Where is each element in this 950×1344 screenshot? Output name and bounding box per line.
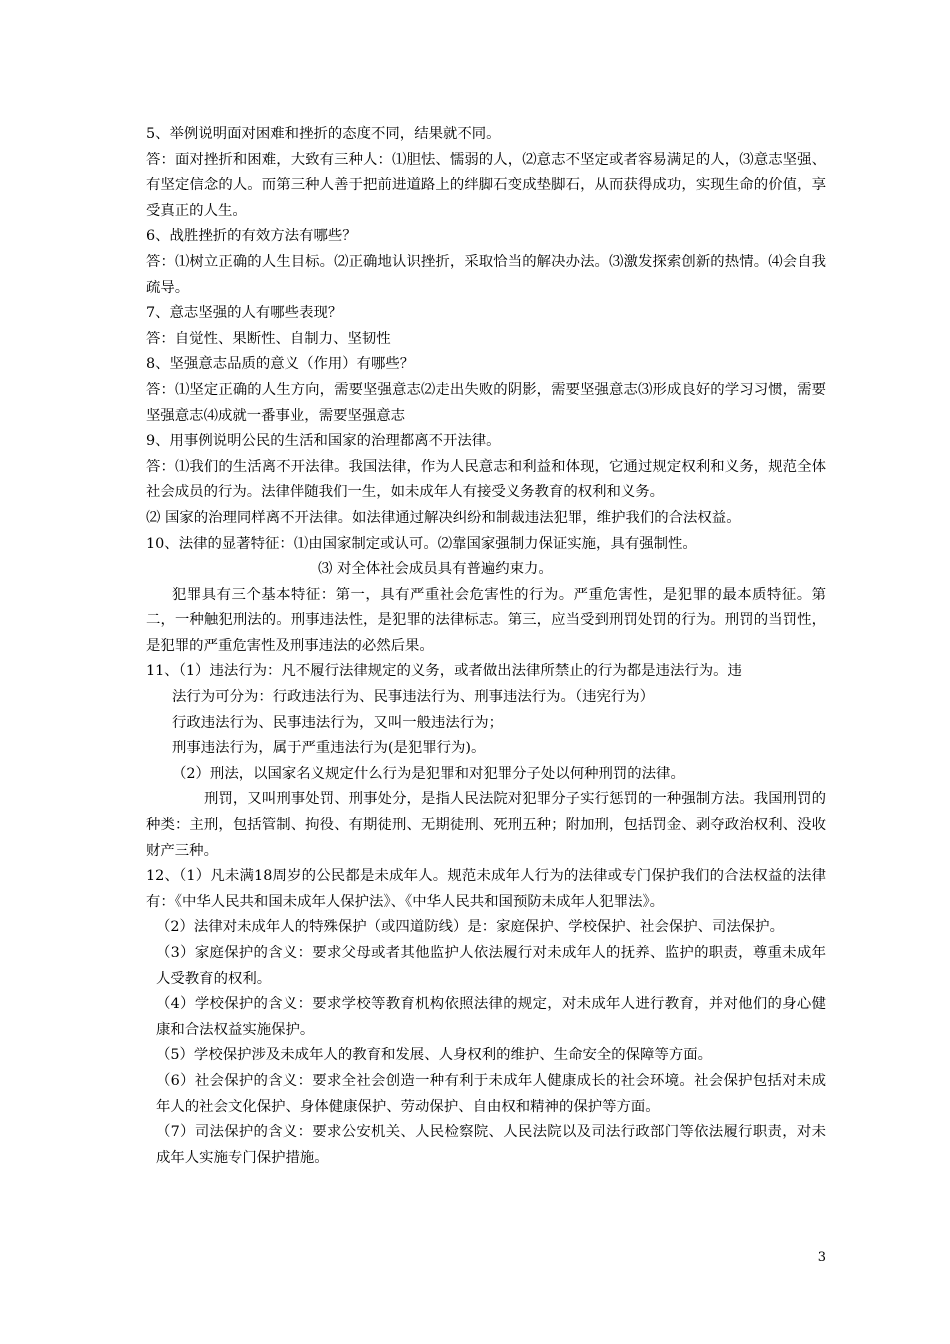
document-body bbox=[146, 122, 826, 1171]
crime-features: 犯罪具有三个基本特征：第一，具有严重社会危害性的行为。严重危害性，是犯罪的最本质特征。第二，一种触犯刑法的。刑事违法性，是犯罪的法律标志。第三，应当受到刑罚处罚的行为。刑罚的当罚性，是犯罪的严重危害性及刑事违法的必然后果。 bbox=[146, 586, 826, 654]
item-12-5: （5）学校保护涉及未成年人的教育和发展、人身权利的维护、生命安全的保障等方面。 bbox=[156, 1047, 713, 1064]
item-12-3: （3）家庭保护的含义：要求父母或者其他监护人依法履行对未成年人的抚养、监护的职责，尊重未成年人受教育的权利。 bbox=[156, 945, 826, 987]
answer-9-part-2: ⑵ 国家的治理同样离不开法律。如法律通过解决纠纷和制裁违法犯罪，维护我们的合法权益。 bbox=[146, 509, 741, 526]
item-12-2: （2）法律对未成年人的特殊保护（或四道防线）是：家庭保护、学校保护、社会保护、司法保护。 bbox=[156, 919, 784, 936]
item-11-1-serious: 刑事违法行为，属于严重违法行为(是犯罪行为)。 bbox=[172, 740, 486, 757]
answer-5: 答：面对挫折和困难，大致有三种人：⑴胆怯、懦弱的人，⑵意志不坚定或者容易满足的人，⑶意志坚强、有坚定信念的人。而第三种人善于把前进道路上的绊脚石变成垫脚石，从而获得成功，实现生命的价值，享受真正的人生。 bbox=[146, 151, 826, 219]
page-number: 3 bbox=[817, 1250, 826, 1265]
penalty-definition: 刑罚，又叫刑事处罚、刑事处分，是指人民法院对犯罪分子实行惩罚的一种强制方法。我国刑罚的种类：主刑，包括管制、拘役、有期徒刑、无期徒刑、死刑五种；附加刑，包括罚金、剥夺政治权利、没收财产三种。 bbox=[146, 791, 826, 859]
question-6: 6、战胜挫折的有效方法有哪些？ bbox=[146, 228, 357, 245]
item-12-6: （6）社会保护的含义：要求全社会创造一种有利于未成年人健康成长的社会环境。社会保护包括对未成年人的社会文化保护、身体健康保护、劳动保护、自由权和精神的保护等方面。 bbox=[156, 1072, 826, 1115]
item-11-1-types: 法行为可分为：行政违法行为、民事违法行为、刑事违法行为。（违宪行为） bbox=[172, 689, 655, 706]
item-12-7: （7）司法保护的含义：要求公安机关、人民检察院、人民法院以及司法行政部门等依法履行职责，对未成年人实施专门保护措施。 bbox=[156, 1124, 826, 1166]
item-11-1: 11、（1）违法行为：凡不履行法律规定的义务，或者做出法律所禁止的行为都是违法行为。违 bbox=[146, 663, 742, 680]
answer-8: 答：⑴坚定正确的人生方向，需要坚强意志⑵走出失败的阴影，需要坚强意志⑶形成良好的学习习惯，需要坚强意志⑷成就一番事业，需要坚强意志 bbox=[146, 381, 826, 424]
item-12-4: （4）学校保护的含义：要求学校等教育机构依照法律的规定，对未成年人进行教育，并对他们的身心健康和合法权益实施保护。 bbox=[156, 996, 826, 1038]
answer-7: 答：自觉性、果断性、自制力、坚韧性 bbox=[146, 330, 391, 347]
question-8: 8、坚强意志品质的意义（作用）有哪些？ bbox=[146, 356, 415, 373]
item-11-1-general: 行政违法行为、民事违法行为，又叫一般违法行为； bbox=[172, 714, 503, 731]
item-12-1: 12、（1）凡未满18周岁的公民都是未成年人。规范未成年人行为的法律或专门保护我们的合法权益的法律有：《中华人民共和国未成年人保护法》、《中华人民共和国预防未成年人犯罪法》。 bbox=[146, 868, 826, 910]
item-11-2: （2）刑法，以国家名义规定什么行为是犯罪和对犯罪分子处以何种刑罚的法律。 bbox=[172, 765, 685, 782]
answer-6: 答：⑴树立正确的人生目标。⑵正确地认识挫折，采取恰当的解决办法。⑶激发探索创新的热情。⑷会自我疏导。 bbox=[146, 253, 826, 296]
question-9: 9、用事例说明公民的生活和国家的治理都离不开法律。 bbox=[146, 433, 501, 450]
item-10-feature-3: ⑶ 对全体社会成员具有普遍约束力。 bbox=[318, 561, 553, 578]
question-5: 5、举例说明面对困难和挫折的态度不同，结果就不同。 bbox=[146, 126, 501, 142]
question-7: 7、意志坚强的人有哪些表现？ bbox=[146, 305, 343, 322]
item-10: 10、法律的显著特征：⑴由国家制定或认可。⑵靠国家强制力保证实施，具有强制性。 bbox=[146, 535, 697, 552]
answer-9-part-1: 答：⑴我们的生活离不开法律。我国法律，作为人民意志和利益和体现，它通过规定权利和义务，规范全体社会成员的行为。法律伴随我们一生，如未成年人有接受义务教育的权利和义务。 bbox=[146, 458, 826, 501]
